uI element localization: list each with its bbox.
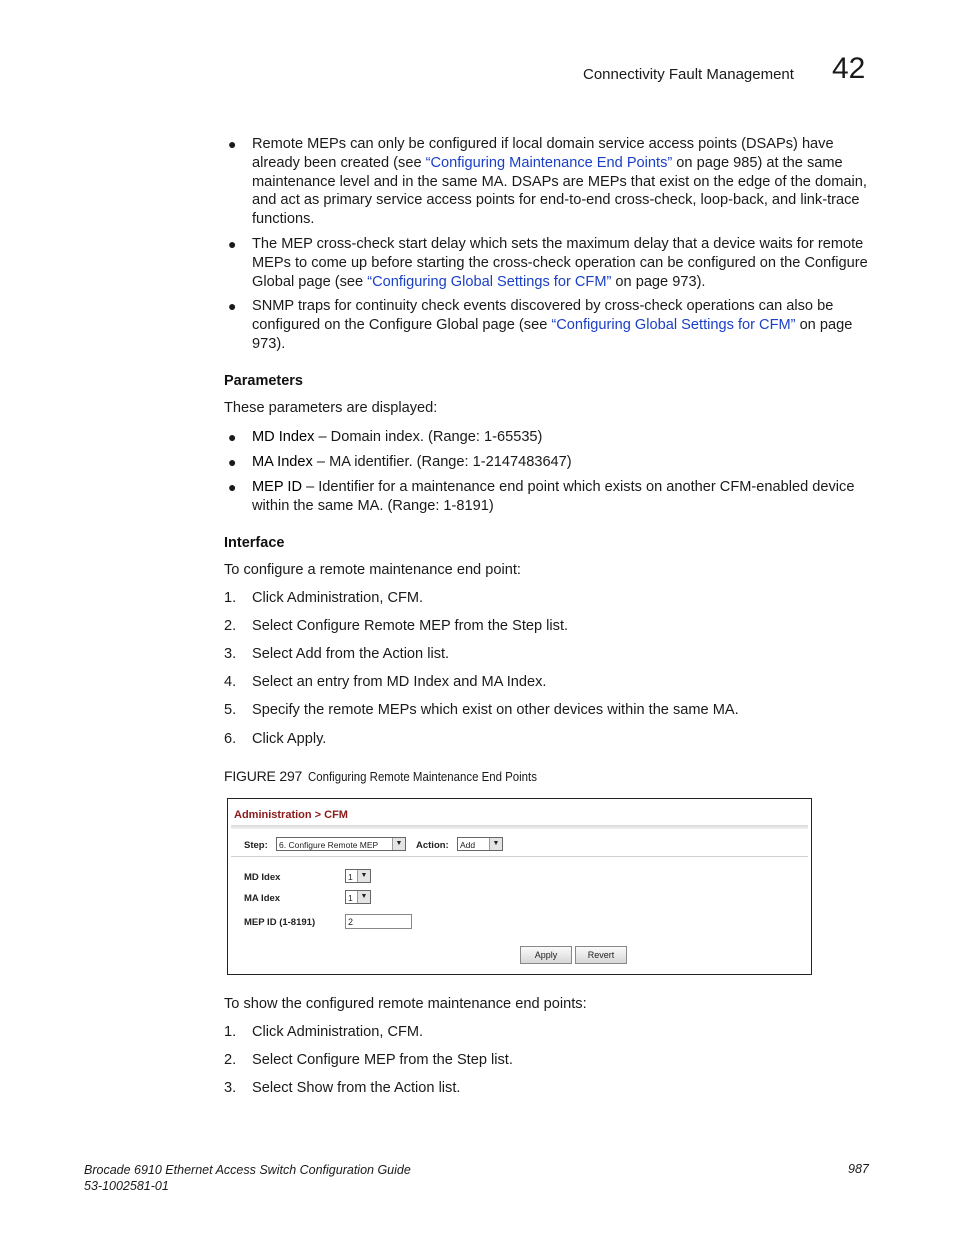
step-label: Step: (244, 840, 268, 851)
action-label: Action: (416, 840, 449, 851)
step-select-value: 6. Configure Remote MEP (279, 840, 379, 850)
apply-button[interactable]: Apply (520, 946, 572, 964)
section-divider (231, 856, 808, 857)
action-select[interactable] (457, 837, 503, 851)
md-index-label: MD Idex (244, 872, 281, 883)
chevron-down-icon: ▼ (357, 870, 370, 882)
bullet-text: SNMP traps for continuity check events discovered by cross-check operations can also be configured on the Configure Global page (see (252, 298, 834, 333)
revert-button[interactable]: Revert (575, 946, 627, 964)
chevron-down-icon: ▼ (392, 838, 405, 850)
step-number: 1. (224, 590, 237, 606)
step-item (224, 1024, 423, 1040)
section-title: Connectivity Fault Management (583, 66, 794, 83)
step-number: 3. (224, 646, 237, 662)
footer-doc-info (84, 1162, 411, 1194)
bullet-dot-icon: ● (228, 429, 237, 445)
parameters-intro: These parameters are displayed: (224, 400, 438, 416)
interface-intro: To configure a remote maintenance end point: (224, 562, 521, 578)
bullet-dot-icon: ● (228, 236, 237, 252)
step-text: Select Add from the Action list. (252, 646, 450, 662)
title-divider (231, 825, 808, 829)
page-number: 987 (848, 1162, 869, 1176)
parameter-item (228, 428, 872, 447)
bullet-item (228, 235, 872, 291)
cross-ref-link[interactable]: “Configuring Global Settings for CFM” (367, 273, 612, 290)
step-text: Specify the remote MEPs which exist on other devices within the same MA. (252, 702, 739, 718)
bullet-text: on page 973). (252, 316, 853, 352)
ma-index-value: 1 (348, 893, 353, 903)
step-item (224, 590, 423, 606)
action-select-value: Add (460, 840, 476, 850)
chevron-down-icon: ▼ (357, 891, 370, 903)
step-text: Select Show from the Action list. (252, 1080, 461, 1096)
parameter-item (228, 453, 872, 472)
step-item (224, 1080, 460, 1096)
step-text: Click Apply. (252, 731, 327, 747)
bullet-item (228, 297, 872, 353)
step-number: 4. (224, 674, 237, 690)
figure-label: FIGURE 297 (224, 768, 303, 784)
parameter-desc: – Domain index. (Range: 1-65535) (314, 429, 543, 445)
show-intro: To show the configured remote maintenance end points: (224, 996, 587, 1012)
bullet-text: The MEP cross-check start delay which sets the maximum delay that a device waits for remote MEPs to come up before starting the cross-check operation can be configured on the Configure Global page (see (252, 236, 868, 290)
step-number: 3. (224, 1080, 237, 1096)
parameter-desc: – MA identifier. (Range: 1-2147483647) (312, 454, 572, 470)
step-number: 6. (224, 731, 237, 747)
step-text: Click Administration, CFM. (252, 590, 424, 606)
parameters-heading: Parameters (224, 373, 303, 389)
parameter-term: MA Index (252, 454, 313, 470)
bullet-text: Remote MEPs can only be configured if local domain service access points (DSAPs) have already been created (see (252, 136, 834, 171)
parameter-term: MD Index (252, 429, 315, 445)
bullet-text: on page 973). (611, 273, 706, 290)
step-item (224, 731, 326, 747)
step-number: 2. (224, 1052, 237, 1068)
chevron-down-icon: ▼ (489, 838, 502, 850)
step-item (224, 1052, 513, 1068)
step-item (224, 674, 546, 690)
footer-doc-title: Brocade 6910 Ethernet Access Switch Configuration Guide (84, 1163, 411, 1177)
step-text: Click Administration, CFM. (252, 1024, 424, 1040)
figure-screenshot (227, 798, 812, 975)
bullet-dot-icon: ● (228, 454, 237, 470)
ma-index-select[interactable] (345, 890, 371, 904)
cross-ref-link[interactable]: “Configuring Global Settings for CFM” (551, 316, 796, 333)
step-number: 5. (224, 702, 237, 718)
parameter-term: MEP ID (252, 479, 303, 495)
ma-index-label: MA Idex (244, 893, 281, 904)
bullet-dot-icon: ● (228, 479, 237, 495)
step-text: Select an entry from MD Index and MA Index. (252, 674, 547, 690)
interface-heading: Interface (224, 535, 285, 551)
bullet-item (228, 135, 872, 229)
figure-title: Configuring Remote Maintenance End Points (308, 769, 538, 784)
figure-caption (224, 768, 568, 784)
md-index-select[interactable] (345, 869, 371, 883)
parameter-desc: – Identifier for a maintenance end point which exists on another CFM-enabled device within the same MA. (Range: 1-8191) (252, 479, 855, 514)
step-select[interactable] (276, 837, 406, 851)
step-text: Select Configure Remote MEP from the Step list. (252, 618, 569, 634)
bullet-text: on page 985) at the same maintenance level and in the same MA. DSAPs are MEPs that exist on the edge of the domain, and act as primary service access points for end-to-end cross-check, loop-back, and link-trace functions. (252, 154, 867, 228)
cross-ref-link[interactable]: “Configuring Maintenance End Points” (425, 154, 673, 171)
mep-id-label: MEP ID (1-8191) (244, 917, 316, 928)
breadcrumb: Administration > CFM (234, 809, 348, 821)
mep-id-input[interactable]: 2 (345, 914, 412, 929)
bullet-dot-icon: ● (228, 298, 237, 314)
step-item (224, 646, 449, 662)
step-number: 1. (224, 1024, 237, 1040)
step-item (224, 702, 739, 718)
step-item (224, 618, 568, 634)
parameter-item (228, 478, 872, 516)
step-text: Select Configure MEP from the Step list. (252, 1052, 513, 1068)
md-index-value: 1 (348, 872, 353, 882)
step-number: 2. (224, 618, 237, 634)
chapter-number: 42 (832, 52, 866, 85)
footer-doc-number: 53-1002581-01 (84, 1179, 169, 1193)
bullet-dot-icon: ● (228, 136, 237, 152)
